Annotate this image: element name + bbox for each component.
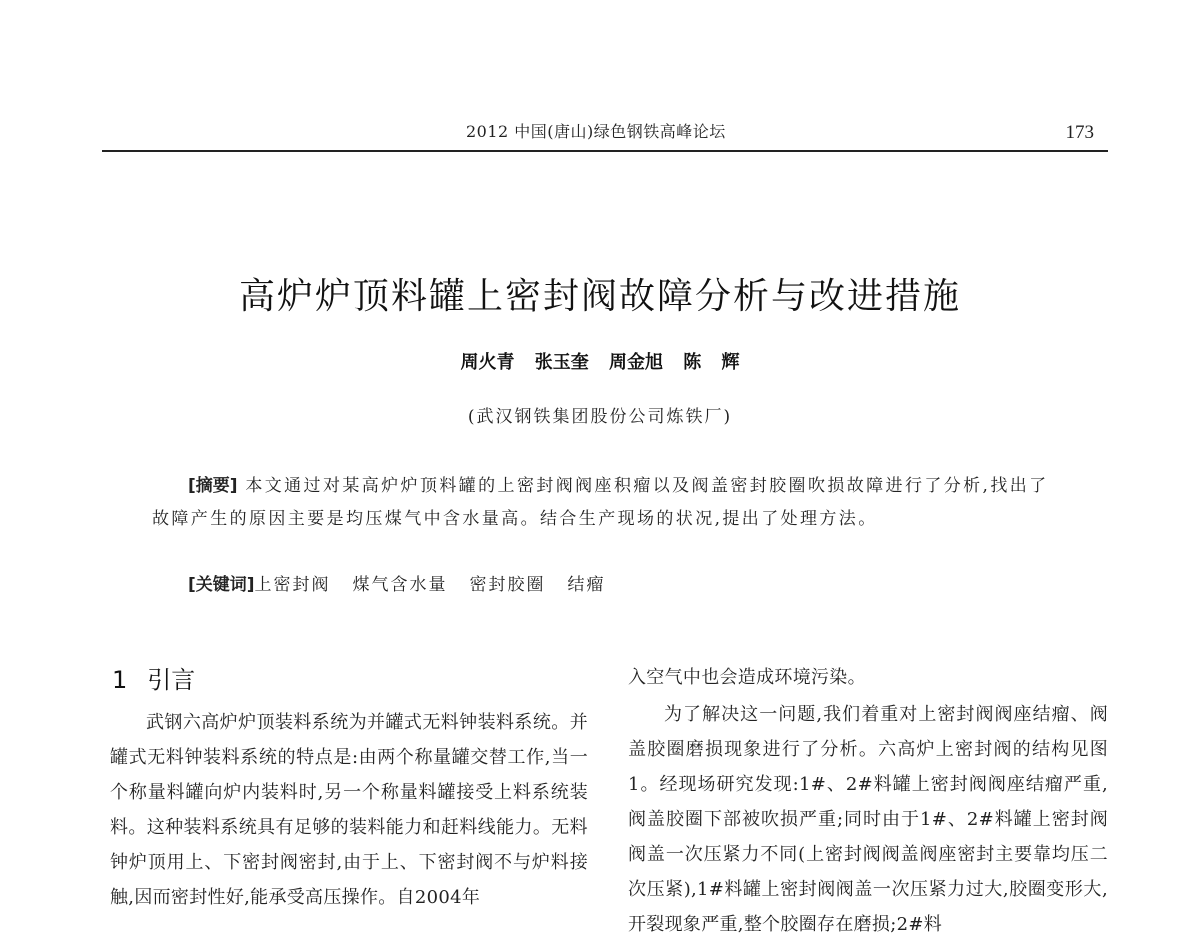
body-right-column-paragraph: 为了解决这一问题,我们着重对上密封阀阀座结瘤、阀盖胶圈磨损现象进行了分析。六高炉上密封阀的结构见图1。经现场研究发现:1#、2#料罐上密封阀阀座结瘤严重,阀盖胶圈下部被吹损严重;同时由于1#、2#料罐上密封阀阀盖一次压紧力不同(上密封阀阀盖阀座密封主要靠均压二次压紧),1#料罐上密封阀阀盖一次压紧力过大,胶圈变形大,开裂现象严重,整个胶圈存在磨损;2#料: [628, 704, 1108, 935]
keyword: 结瘤: [567, 575, 606, 595]
abstract: [152, 470, 1064, 536]
header-title: 2012 中国(唐山)绿色钢铁高峰论坛: [466, 122, 726, 141]
authors: 周火青 张玉奎 周金旭 陈 辉: [460, 352, 740, 373]
abstract-text: 本文通过对某高炉炉顶料罐的上密封阀阀座积瘤以及阀盖密封胶圈吹损故障进行了分析,找出了故障产生的原因主要是均压煤气中含水量高。结合生产现场的状况,提出了处理方法。: [152, 476, 1049, 529]
keyword: 煤气含水量: [352, 575, 448, 595]
section-title: 引言: [147, 666, 196, 694]
section-heading: [112, 660, 195, 695]
body-right-column-continuation: 入空气中也会造成环境污染。: [628, 667, 866, 688]
keyword: 密封胶圈: [469, 575, 546, 595]
keywords: [188, 570, 1068, 595]
body-left-column: 武钢六高炉炉顶装料系统为并罐式无料钟装料系统。并罐式无料钟装料系统的特点是:由两个称量罐交替工作,当一个称量料罐向炉内装料时,另一个称量料罐接受上料系统装料。这种装料系统具有足够的装料能力和赶料线能力。无料钟炉顶用上、下密封阀密封,由于上、下密封阀不与炉料接触,因而密封性好,能承受高压操作。自2004年: [110, 712, 588, 908]
running-header: [102, 116, 1108, 152]
page-number: 173: [1065, 122, 1094, 143]
section-number: 1: [112, 666, 128, 694]
paper-title: 高炉炉顶料罐上密封阀故障分析与改进措施: [238, 276, 961, 317]
abstract-label: [摘要]: [188, 476, 238, 496]
affiliation: (武汉钢铁集团股份公司炼铁厂): [467, 407, 733, 427]
keywords-label: [关键词]: [188, 575, 255, 595]
keyword: 上密封阀: [254, 575, 331, 595]
